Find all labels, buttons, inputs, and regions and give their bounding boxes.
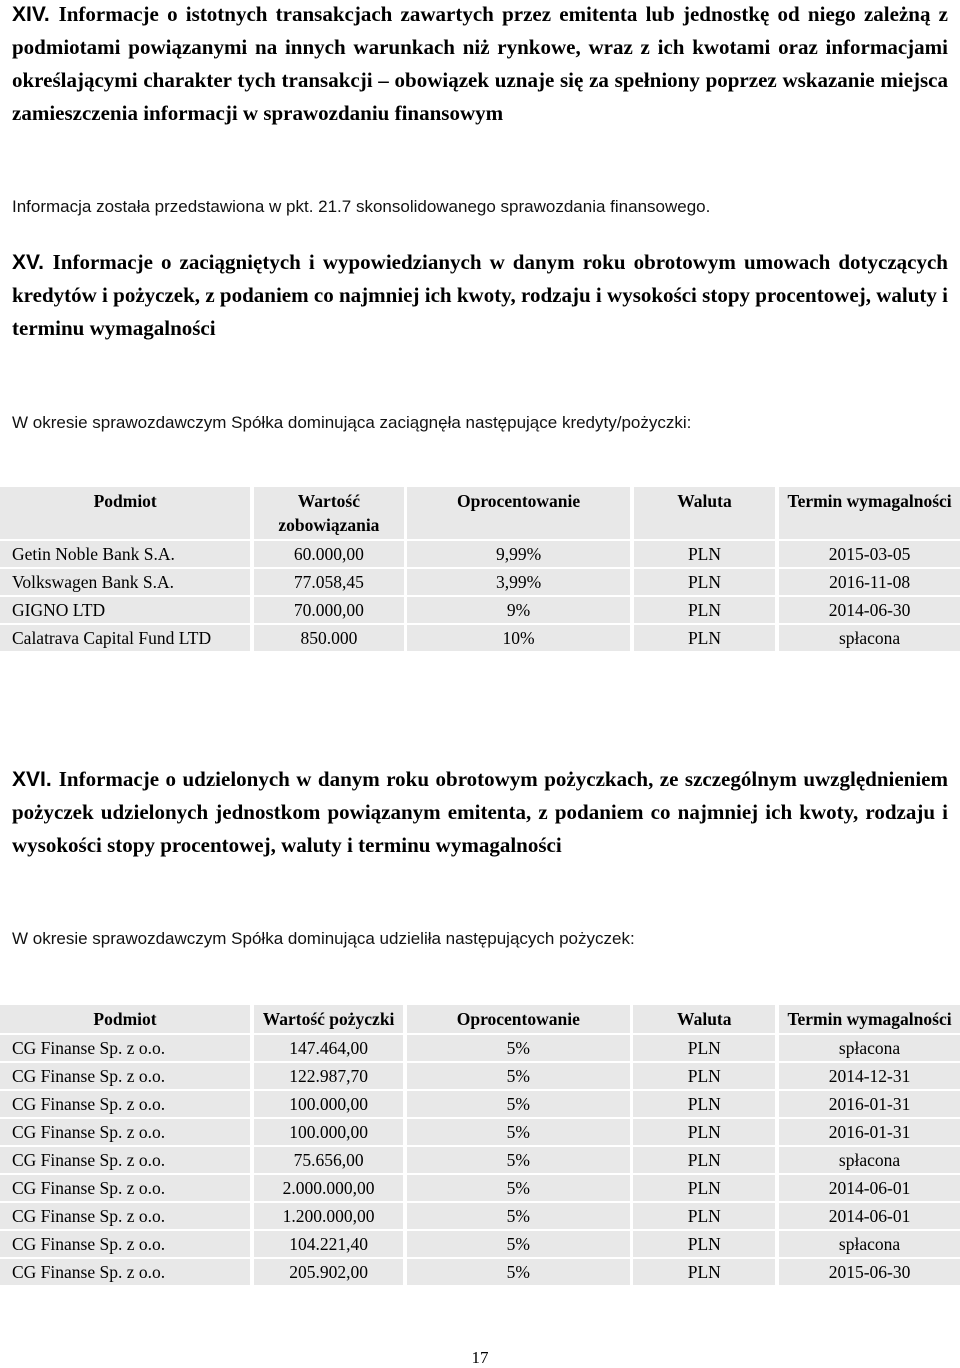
cell-wartosc: 2.000.000,00 — [254, 1175, 403, 1201]
section-xv-heading — [12, 246, 948, 345]
cell-oprocentowanie: 5% — [407, 1119, 629, 1145]
cell-waluta: PLN — [634, 541, 776, 567]
cell-wartosc: 104.221,40 — [254, 1231, 403, 1257]
table-row — [0, 1119, 960, 1145]
cell-podmiot: CG Finanse Sp. z o.o. — [0, 1203, 250, 1229]
cell-podmiot: CG Finanse Sp. z o.o. — [0, 1147, 250, 1173]
cell-termin: spłacona — [779, 1035, 960, 1061]
loans-received-table — [0, 485, 960, 653]
page-number: 17 — [471, 1348, 489, 1367]
cell-termin: 2014-06-01 — [779, 1203, 960, 1229]
cell-termin: spłacona — [779, 1147, 960, 1173]
section-number: XV. — [12, 251, 44, 274]
cell-wartosc: 147.464,00 — [254, 1035, 403, 1061]
table-row — [0, 1035, 960, 1061]
cell-podmiot: CG Finanse Sp. z o.o. — [0, 1063, 250, 1089]
cell-waluta: PLN — [633, 1091, 775, 1117]
cell-oprocentowanie: 5% — [407, 1091, 629, 1117]
cell-waluta: PLN — [633, 1147, 775, 1173]
table-row — [0, 1147, 960, 1173]
cell-wartosc: 205.902,00 — [254, 1259, 403, 1285]
section-title: Informacje o zaciągniętych i wypowiedzianych w danym roku obrotowym umowach dotyczących kredytów i pożyczek, z podaniem co najmniej ich kwoty, rodzaju i wysokości stopy procentowej, waluty i terminu wymagalności — [12, 250, 948, 340]
table-row — [0, 1091, 960, 1117]
cell-wartosc: 850.000 — [254, 625, 403, 651]
section-xiv-text: Informacja została przedstawiona w pkt. 21.7 skonsolidowanego sprawozdania finansowego. — [12, 197, 711, 216]
cell-termin: spłacona — [779, 625, 960, 651]
header-waluta: Waluta — [633, 1005, 775, 1033]
table-row — [0, 1063, 960, 1089]
cell-podmiot: CG Finanse Sp. z o.o. — [0, 1175, 250, 1201]
section-title: Informacje o istotnych transakcjach zawartych przez emitenta lub jednostkę od niego zależną z podmiotami powiązanymi na innych warunkach niż rynkowe, wraz z ich kwotami oraz informacjami określającymi charakter tych transakcji – obowiązek uznaje się za spełniony poprzez wskazanie miejsca zamieszczenia informacji w sprawozdaniu finansowym — [12, 2, 948, 125]
cell-oprocentowanie: 5% — [407, 1259, 629, 1285]
header-wartosc: Wartość pożyczki — [254, 1005, 403, 1033]
cell-termin: 2015-03-05 — [779, 541, 960, 567]
cell-termin: 2016-01-31 — [779, 1091, 960, 1117]
cell-termin: spłacona — [779, 1231, 960, 1257]
cell-wartosc: 100.000,00 — [254, 1119, 403, 1145]
cell-podmiot: CG Finanse Sp. z o.o. — [0, 1119, 250, 1145]
cell-podmiot: CG Finanse Sp. z o.o. — [0, 1259, 250, 1285]
cell-wartosc: 1.200.000,00 — [254, 1203, 403, 1229]
header-termin: Termin wymagalności — [779, 1005, 960, 1033]
cell-waluta: PLN — [633, 1119, 775, 1145]
cell-oprocentowanie: 5% — [407, 1063, 629, 1089]
cell-oprocentowanie: 5% — [407, 1035, 629, 1061]
cell-wartosc: 77.058,45 — [254, 569, 403, 595]
cell-podmiot: CG Finanse Sp. z o.o. — [0, 1231, 250, 1257]
cell-oprocentowanie: 5% — [407, 1175, 629, 1201]
table-row — [0, 1259, 960, 1285]
table-row — [0, 569, 960, 595]
cell-waluta: PLN — [633, 1231, 775, 1257]
cell-waluta: PLN — [633, 1063, 775, 1089]
cell-termin: 2016-01-31 — [779, 1119, 960, 1145]
header-oprocentowanie: Oprocentowanie — [407, 1005, 629, 1033]
table-header-row — [0, 1005, 960, 1033]
loans-granted-table — [0, 1003, 960, 1287]
cell-waluta: PLN — [634, 625, 776, 651]
cell-wartosc: 60.000,00 — [254, 541, 403, 567]
cell-waluta: PLN — [634, 597, 776, 623]
cell-termin: 2015-06-30 — [779, 1259, 960, 1285]
cell-oprocentowanie: 10% — [407, 625, 629, 651]
cell-oprocentowanie: 5% — [407, 1203, 629, 1229]
cell-oprocentowanie: 3,99% — [407, 569, 629, 595]
table-row — [0, 1203, 960, 1229]
cell-wartosc: 122.987,70 — [254, 1063, 403, 1089]
table-row — [0, 1231, 960, 1257]
cell-podmiot: Calatrava Capital Fund LTD — [0, 625, 250, 651]
cell-waluta: PLN — [633, 1203, 775, 1229]
header-waluta: Waluta — [634, 487, 776, 539]
table-row — [0, 541, 960, 567]
header-termin: Termin wymagalności — [779, 487, 960, 539]
document-page — [12, 0, 952, 1367]
section-xiv-heading — [12, 0, 948, 130]
cell-waluta: PLN — [633, 1035, 775, 1061]
cell-podmiot: CG Finanse Sp. z o.o. — [0, 1035, 250, 1061]
table-header-row — [0, 487, 960, 539]
cell-oprocentowanie: 5% — [407, 1231, 629, 1257]
cell-waluta: PLN — [633, 1175, 775, 1201]
cell-wartosc: 100.000,00 — [254, 1091, 403, 1117]
cell-termin: 2014-06-01 — [779, 1175, 960, 1201]
cell-podmiot: Volkswagen Bank S.A. — [0, 569, 250, 595]
cell-oprocentowanie: 9% — [407, 597, 629, 623]
cell-wartosc: 75.656,00 — [254, 1147, 403, 1173]
section-xvi-text: W okresie sprawozdawczym Spółka dominująca udzieliła następujących pożyczek: — [12, 929, 635, 948]
cell-waluta: PLN — [633, 1259, 775, 1285]
table-row — [0, 1175, 960, 1201]
section-title: Informacje o udzielonych w danym roku obrotowym pożyczkach, ze szczególnym uwzględnieniem pożyczek udzielonych jednostkom powiązanym emitenta, z podaniem co najmniej ich kwoty, rodzaju i wysokości stopy procentowej, waluty i terminu wymagalności — [12, 767, 948, 857]
header-oprocentowanie: Oprocentowanie — [407, 487, 629, 539]
cell-oprocentowanie: 9,99% — [407, 541, 629, 567]
cell-podmiot: GIGNO LTD — [0, 597, 250, 623]
cell-termin: 2014-12-31 — [779, 1063, 960, 1089]
header-podmiot: Podmiot — [0, 487, 250, 539]
cell-termin: 2016-11-08 — [779, 569, 960, 595]
section-xvi-heading — [12, 763, 948, 862]
table-row — [0, 625, 960, 651]
table-row — [0, 597, 960, 623]
cell-waluta: PLN — [634, 569, 776, 595]
cell-wartosc: 70.000,00 — [254, 597, 403, 623]
header-wartosc: Wartość zobowiązania — [254, 487, 403, 539]
cell-oprocentowanie: 5% — [407, 1147, 629, 1173]
cell-podmiot: Getin Noble Bank S.A. — [0, 541, 250, 567]
section-number: XIV. — [12, 3, 50, 26]
cell-termin: 2014-06-30 — [779, 597, 960, 623]
section-xv-text: W okresie sprawozdawczym Spółka dominująca zaciągnęła następujące kredyty/pożyczki: — [12, 413, 692, 432]
header-podmiot: Podmiot — [0, 1005, 250, 1033]
cell-podmiot: CG Finanse Sp. z o.o. — [0, 1091, 250, 1117]
section-number: XVI. — [12, 768, 52, 791]
